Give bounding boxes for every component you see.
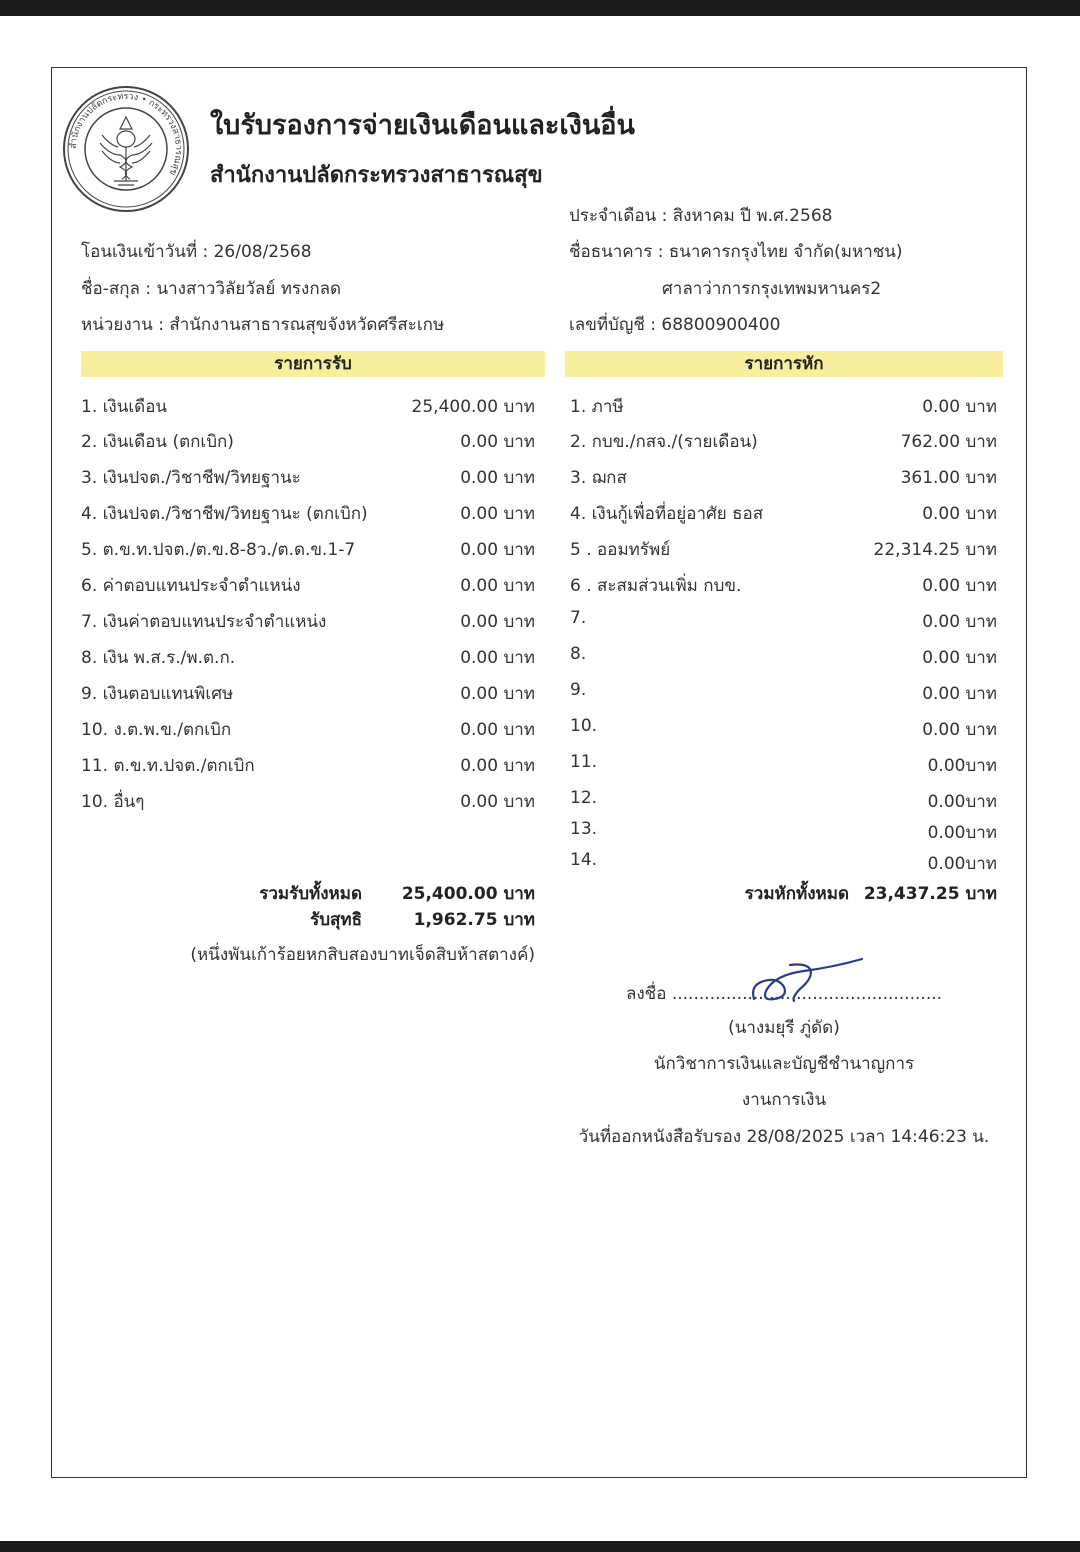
deduction-item-row [570, 752, 997, 776]
deduction-item-row [570, 393, 997, 417]
handwritten-signature-icon [744, 955, 874, 1005]
income-item-label: 6. ค่าตอบแทนประจำตำแหน่ง [81, 576, 301, 596]
document-title: ใบรับรองการจ่ายเงินเดือนและเงินอื่น [210, 110, 635, 141]
deduction-item-amount: 22,314.25 บาท [873, 540, 997, 560]
income-item-row [81, 572, 535, 596]
deduction-total-value: 23,437.25 บาท [863, 884, 997, 904]
deduction-item-label: 14. [570, 850, 598, 870]
deduction-item-label: 5 . ออมทรัพย์ [570, 540, 671, 560]
income-item-amount: 0.00 บาท [460, 720, 535, 740]
deduction-item-amount: 0.00 บาท [922, 720, 997, 740]
bank-name: ชื่อธนาคาร : ธนาคารกรุงไทย จำกัด(มหาชน) [569, 242, 903, 262]
income-item-label: 9. เงินตอบแทนพิเศษ [81, 684, 234, 704]
ministry-seal-icon [62, 85, 190, 213]
income-item-row [81, 393, 535, 417]
deduction-item-row [570, 680, 997, 704]
deduction-item-label: 13. [570, 819, 598, 839]
income-item-amount: 0.00 บาท [460, 540, 535, 560]
income-item-label: 11. ต.ข.ท.ปจต./ตกเบิก [81, 756, 255, 776]
deduction-item-label: 8. [570, 644, 587, 664]
deduction-item-amount: 0.00 บาท [922, 684, 997, 704]
deduction-item-row [570, 788, 997, 812]
deduction-item-amount: 0.00 บาท [922, 397, 997, 417]
income-item-label: 10. ง.ต.พ.ข./ตกเบิก [81, 720, 232, 740]
deduction-item-row [570, 716, 997, 740]
income-item-row [81, 752, 535, 776]
deduction-item-amount: 0.00 บาท [922, 648, 997, 668]
income-item-amount: 0.00 บาท [460, 576, 535, 596]
income-item-amount: 0.00 บาท [460, 504, 535, 524]
deduction-item-row [570, 500, 997, 524]
deduction-item-amount: 0.00บาท [927, 792, 997, 812]
income-item-amount: 0.00 บาท [460, 684, 535, 704]
deduction-item-row [570, 850, 997, 874]
income-item-label: 7. เงินค่าตอบแทนประจำตำแหน่ง [81, 612, 327, 632]
deduction-item-amount: 0.00 บาท [922, 504, 997, 524]
income-item-label: 5. ต.ข.ท.ปจต./ต.ข.8-8ว./ต.ด.ข.1-7 [81, 540, 356, 560]
account-number: เลขที่บัญชี : 68800900400 [569, 315, 781, 335]
deduction-item-label: 11. [570, 752, 598, 772]
deduction-item-label: 7. [570, 608, 587, 628]
income-item-amount: 0.00 บาท [460, 648, 535, 668]
certificate-document [51, 67, 1027, 1478]
document-subtitle: สำนักงานปลัดกระทรวงสาธารณสุข [210, 163, 543, 188]
signature-line: ลงชื่อ .................................................. [625, 984, 943, 1004]
signer-position: นักวิชาการเงินและบัญชีชำนาญการ [653, 1054, 915, 1074]
screen-top-bar [0, 0, 1080, 16]
income-item-row [81, 716, 535, 740]
income-item-amount: 0.00 บาท [460, 468, 535, 488]
income-item-row [81, 464, 535, 488]
bank-branch: ศาลาว่าการกรุงเทพมหานคร2 [662, 279, 882, 299]
deduction-item-label: 6 . สะสมส่วนเพิ่ม กบข. [570, 576, 742, 596]
income-item-amount: 0.00 บาท [460, 756, 535, 776]
deduction-section-header: รายการหัก [565, 351, 1003, 377]
net-pay-value: 1,962.75 บาท [413, 910, 535, 930]
income-item-amount: 25,400.00 บาท [411, 397, 535, 417]
income-item-row [81, 644, 535, 668]
deduction-item-row [570, 644, 997, 668]
deduction-item-label: 10. [570, 716, 598, 736]
employee-name: ชื่อ-สกุล : นางสาววิลัยวัลย์ ทรงกลด [81, 279, 342, 299]
screen-bottom-bar [0, 1541, 1080, 1552]
income-total-value: 25,400.00 บาท [401, 884, 535, 904]
deduction-item-row [570, 572, 997, 596]
deduction-item-row [570, 428, 997, 452]
transfer-date: โอนเงินเข้าวันที่ : 26/08/2568 [81, 242, 312, 262]
deduction-total-label: รวมหักทั้งหมด [744, 884, 849, 904]
deduction-item-row [570, 819, 997, 843]
deduction-item-row [570, 608, 997, 632]
income-item-label: 10. อื่นๆ [81, 792, 145, 812]
income-section-header: รายการรับ [81, 351, 545, 377]
income-item-label: 4. เงินปจต./วิชาชีพ/วิทยฐานะ (ตกเบิก) [81, 504, 368, 524]
income-item-amount: 0.00 บาท [460, 612, 535, 632]
income-item-label: 3. เงินปจต./วิชาชีพ/วิทยฐานะ [81, 468, 301, 488]
deduction-item-label: 3. ฌกส [570, 468, 627, 488]
deduction-item-amount: 0.00 บาท [922, 576, 997, 596]
income-item-amount: 0.00 บาท [460, 792, 535, 812]
income-item-row [81, 788, 535, 812]
signer-name: (นางมยุรี ภู่ดัด) [728, 1018, 840, 1038]
svg-text:สำนักงานปลัดกระทรวง • กระทรวงส: สำนักงานปลัดกระทรวง • กระทรวงสาธารณสุข [68, 91, 184, 177]
deduction-item-label: 4. เงินกู้เพื่อที่อยู่อาศัย ธอส [570, 504, 764, 524]
deduction-item-row [570, 464, 997, 488]
income-item-label: 2. เงินเดือน (ตกเบิก) [81, 432, 234, 452]
deduction-item-label: 2. กบข./กสจ./(รายเดือน) [570, 432, 758, 452]
income-item-amount: 0.00 บาท [460, 432, 535, 452]
pay-month: ประจำเดือน : สิงหาคม ปี พ.ศ.2568 [569, 206, 833, 226]
income-item-label: 8. เงิน พ.ส.ร./พ.ต.ก. [81, 648, 236, 668]
deduction-item-amount: 762.00 บาท [900, 432, 997, 452]
agency: หน่วยงาน : สำนักงานสาธารณสุขจังหวัดศรีสะเกษ [81, 315, 445, 335]
income-total-label: รวมรับทั้งหมด [259, 884, 362, 904]
deduction-item-amount: 0.00บาท [927, 823, 997, 843]
income-item-row [81, 536, 535, 560]
net-pay-in-words: (หนึ่งพันเก้าร้อยหกสิบสองบาทเจ็ดสิบห้าสตางค์) [190, 945, 535, 965]
deduction-item-label: 12. [570, 788, 598, 808]
income-item-row [81, 500, 535, 524]
deduction-item-row [570, 536, 997, 560]
deduction-item-label: 9. [570, 680, 587, 700]
income-item-row [81, 680, 535, 704]
income-item-label: 1. เงินเดือน [81, 397, 168, 417]
deduction-item-amount: 361.00 บาท [900, 468, 997, 488]
department: งานการเงิน [741, 1090, 827, 1110]
income-item-row [81, 428, 535, 452]
issue-timestamp: วันที่ออกหนังสือรับรอง 28/08/2025 เวลา 14:46:23 น. [578, 1127, 990, 1147]
deduction-item-amount: 0.00บาท [927, 854, 997, 874]
deduction-item-label: 1. ภาษี [570, 397, 624, 417]
net-pay-label: รับสุทธิ [310, 910, 362, 930]
income-item-row [81, 608, 535, 632]
deduction-item-amount: 0.00บาท [927, 756, 997, 776]
deduction-item-amount: 0.00 บาท [922, 612, 997, 632]
